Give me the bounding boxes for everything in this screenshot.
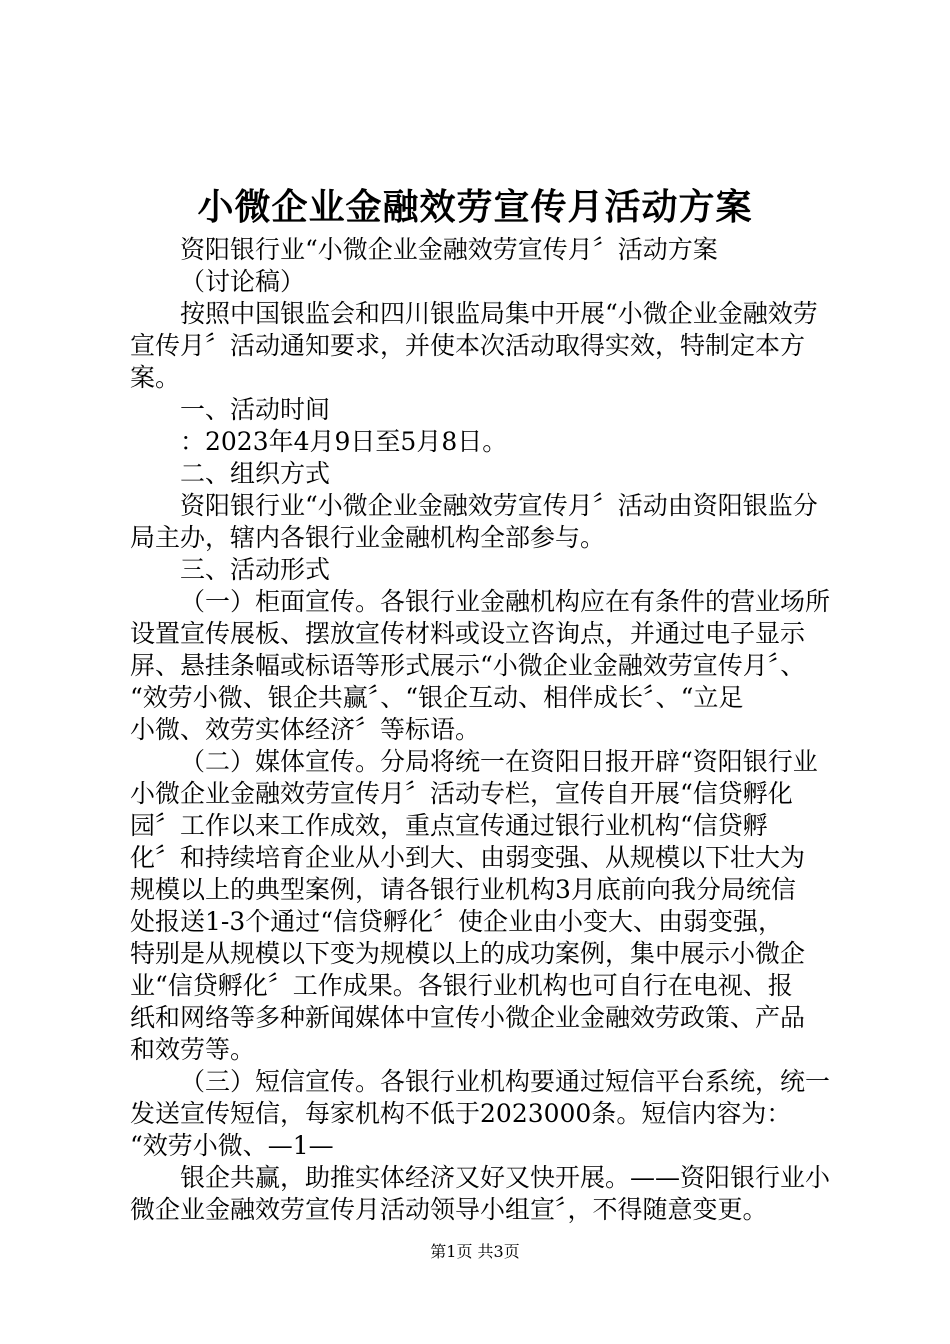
document-title: 小微企业金融效劳宣传月活动方案: [197, 187, 753, 228]
text-line: （三）短信宣传。各银行业机构要通过短信平台系统，统一: [180, 1067, 831, 1096]
text-line: 按照中国银监会和四川银监局集中开展“小微企业金融效劳: [180, 299, 818, 328]
draft-note: （讨论稿）: [180, 267, 306, 296]
page-footer: 第1页 共3页: [430, 1242, 520, 1261]
section-heading: 三、活动形式: [180, 555, 331, 584]
text-line: 园〞工作以来工作成效，重点宣传通过银行业机构“信贷孵: [130, 811, 768, 840]
text-line: 银企共赢，助推实体经济又好又快开展。——资阳银行业小: [180, 1163, 831, 1192]
text-line: 处报送1-3个通过“信贷孵化〞使企业由小变大、由弱变强，: [130, 907, 784, 936]
text-line: 小微企业金融效劳宣传月〞活动专栏，宣传自开展“信贷孵化: [130, 779, 793, 808]
text-line: 案。: [130, 363, 181, 392]
text-line: 特别是从规模以下变为规模以上的成功案例，集中展示小微企: [130, 939, 806, 968]
text-line: 设置宣传展板、摆放宣传材料或设立咨询点，并通过电子显示: [130, 619, 806, 648]
text-line: “效劳小微、银企共赢〞、“银企互动、相伴成长〞、“立足: [130, 683, 744, 712]
text-line: 屏、悬挂条幅或标语等形式展示“小微企业金融效劳宣传月〞、: [130, 651, 806, 680]
text-line: 规模以上的典型案例，请各银行业机构3月底前向我分局统信: [130, 875, 796, 904]
text-line: 宣传月〞活动通知要求，并使本次活动取得实效，特制定本方: [130, 331, 806, 360]
document-body: [130, 234, 830, 1226]
text-line: （二）媒体宣传。分局将统一在资阳日报开辟“资阳银行业: [180, 747, 818, 776]
text-line: 微企业金融效劳宣传月活动领导小组宣〞，不得随意变更。: [130, 1195, 768, 1224]
text-line: 资阳银行业“小微企业金融效劳宣传月〞活动由资阳银监分: [180, 491, 818, 520]
text-line: 纸和网络等多种新闻媒体中宣传小微企业金融效劳政策、产品: [130, 1003, 806, 1032]
subtitle-line: 资阳银行业“小微企业金融效劳宣传月〞活动方案: [180, 235, 718, 264]
text-line: 发送宣传短信，每家机构不低于2023000条。短信内容为：: [130, 1099, 792, 1128]
text-line: （一）柜面宣传。各银行业金融机构应在有条件的营业场所: [180, 587, 831, 616]
text-line: ：2023年4月9日至5月8日。: [180, 427, 508, 456]
text-line: 和效劳等。: [130, 1035, 256, 1064]
section-heading: 二、组织方式: [180, 459, 331, 488]
text-line: 化〞和持续培育企业从小到大、由弱变强、从规模以下壮大为: [130, 843, 806, 872]
text-line: 业“信贷孵化〞工作成果。各银行业机构也可自行在电视、报: [130, 971, 793, 1000]
section-heading: 一、活动时间: [180, 395, 331, 424]
text-line: 小微、效劳实体经济〞等标语。: [130, 715, 481, 744]
text-line: “效劳小微、—1—: [130, 1131, 334, 1160]
text-line: 局主办，辖内各银行业金融机构全部参与。: [130, 523, 606, 552]
